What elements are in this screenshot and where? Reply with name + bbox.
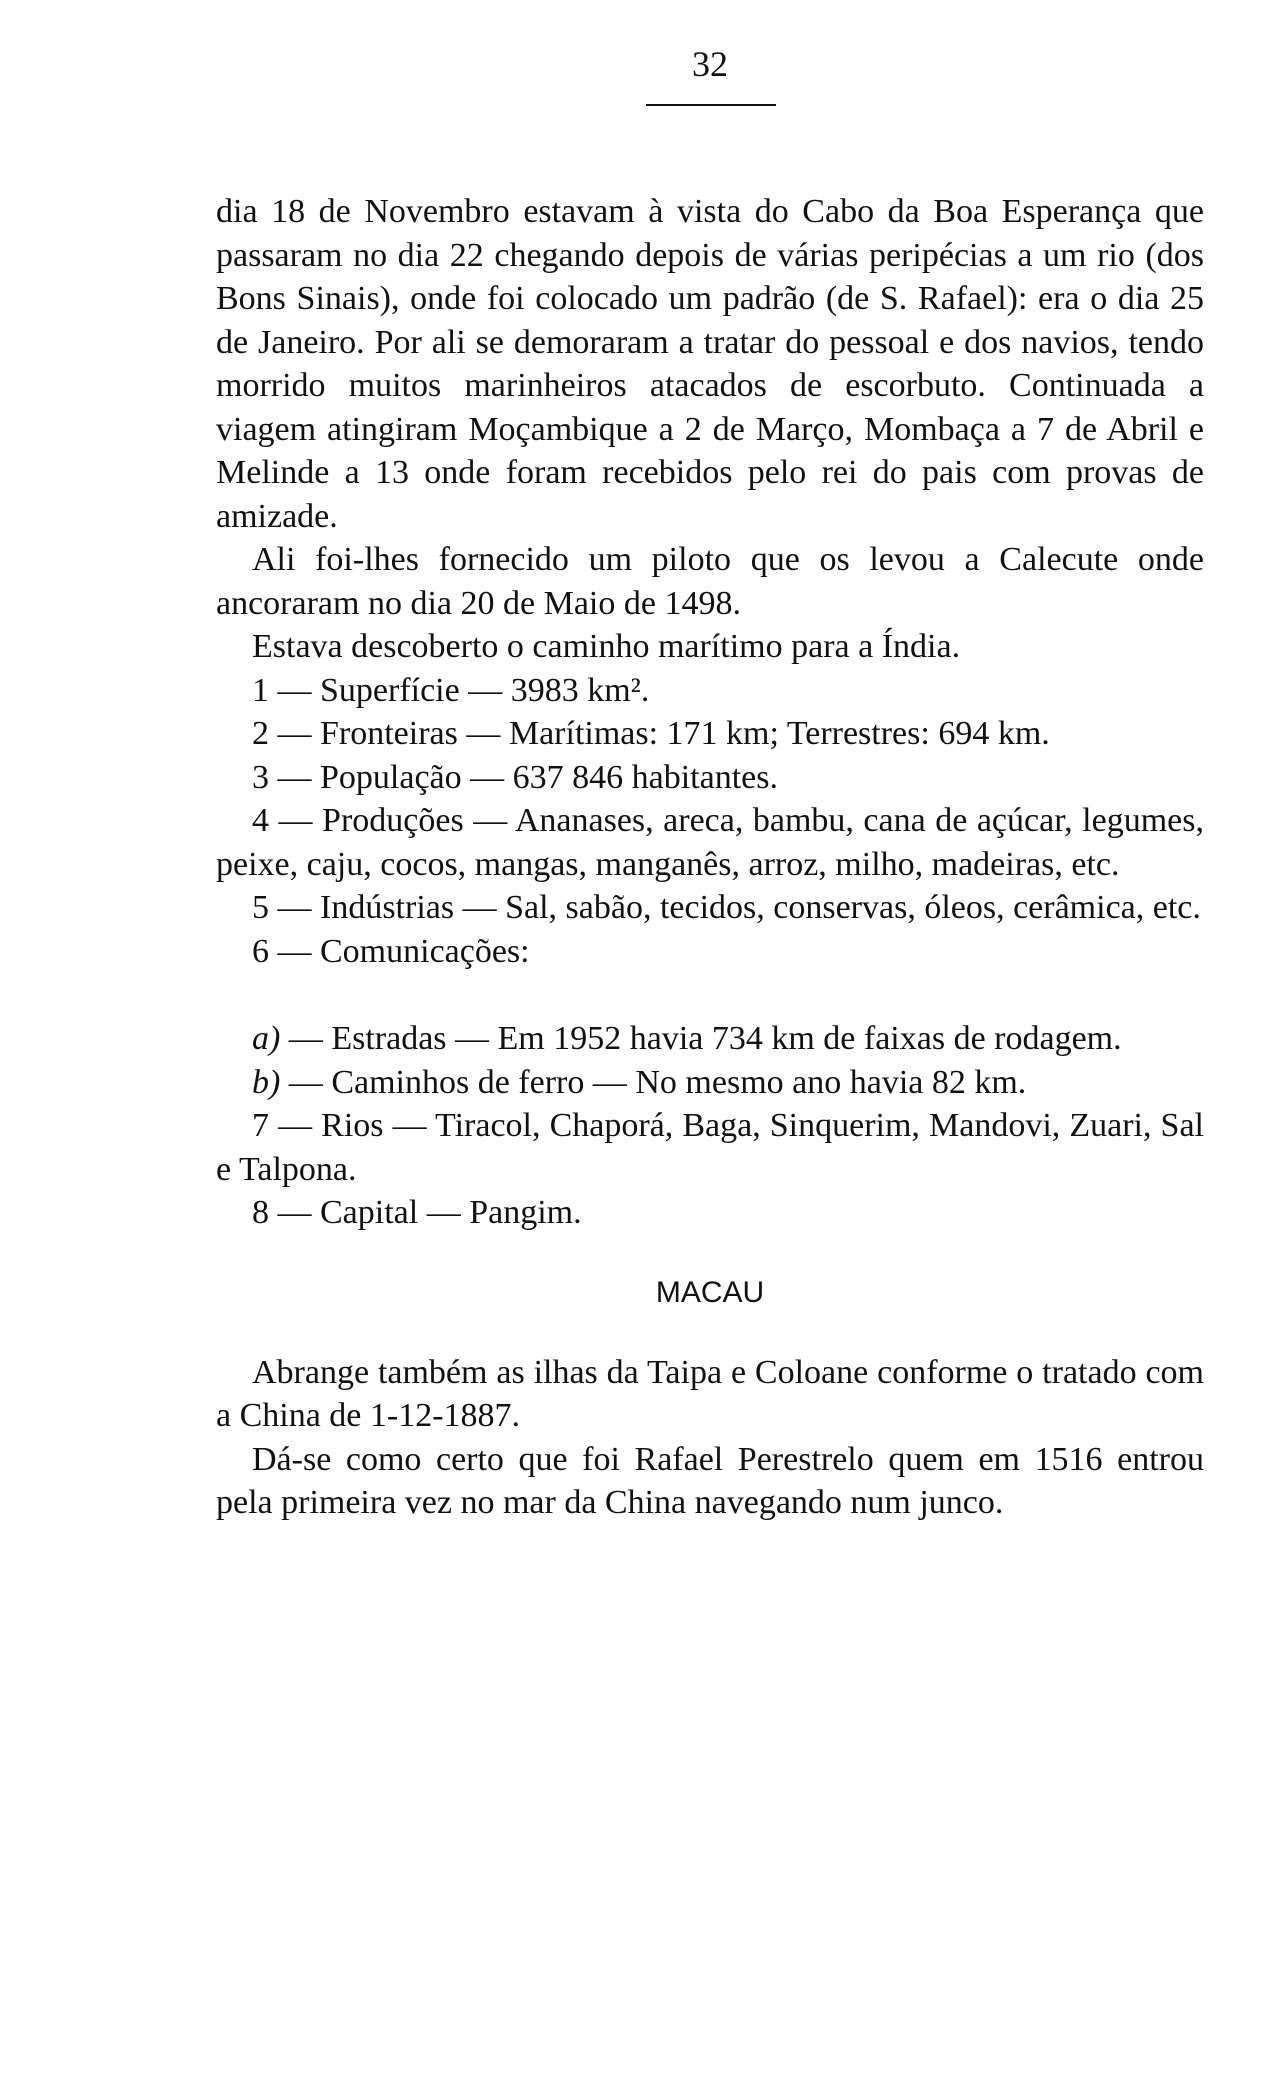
item-industrias: 5 — Indústrias — Sal, sabão, tecidos, conservas, óleos, cerâmica, etc. (252, 889, 1201, 926)
item-capital: 8 — Capital — Pangim. (252, 1194, 582, 1231)
paragraph-india: Estava descoberto o caminho marítimo para a Índia. (252, 628, 961, 665)
item-caminhos-de-ferro (216, 1061, 1204, 1105)
paragraph-macau-ilhas: Abrange também as ilhas da Taipa e Coloane conforme o tratado com a China de 1-12-1887. (216, 1353, 1204, 1434)
item-estradas (216, 1017, 1204, 1061)
page-number: 32 (692, 44, 728, 84)
item-comunicacoes: 6 — Comunicações: (252, 932, 530, 970)
item-estradas-label: a) (252, 1020, 281, 1057)
paragraph-macau-perestrelo: Dá-se como certo que foi Rafael Perestrelo quem em 1516 entrou pela primeira vez no mar da China navegando num junco. (216, 1440, 1204, 1521)
item-producoes: 4 — Produções — Ananases, areca, bambu, cana de açúcar, legumes, peixe, caju, cocos, mangas, manganês, arroz, milho, madeiras, etc. (216, 802, 1204, 883)
paragraph-calecute: Ali foi-lhes fornecido um piloto que os levou a Calecute onde ancoraram no dia 20 de Maio de 1498. (216, 541, 1204, 622)
spacer (216, 973, 1204, 1017)
item-rios: 7 — Rios — Tiracol, Chaporá, Baga, Sinquerim, Mandovi, Zuari, Sal e Talpona. (216, 1107, 1204, 1188)
item-fronteiras: 2 — Fronteiras — Marítimas: 171 km; Terrestres: 694 km. (252, 715, 1050, 752)
section-heading-macau: MACAU (655, 1275, 765, 1309)
paragraph-voyage: dia 18 de Novembro estavam à vista do Cabo da Boa Esperança que passaram no dia 22 chegando depois de várias peripécias a um rio (dos Bons Sinais), onde foi colocado um padrão (de S. Rafael): era o dia 25 de Janeiro. Por ali se demoraram a tratar do pessoal e dos navios, tendo morrido muitos marinheiros atacados de escorbuto. Continuada a viagem atingiram Moçambique a 2 de Março, Mombaça a 7 de Abril e Melinde a 13 onde foram recebidos pelo rei do pais com provas de amizade. (216, 193, 1204, 535)
item-caminhos-text: — Caminhos de ferro — No mesmo ano havia 82 km. (280, 1063, 1027, 1101)
item-superficie: 1 — Superfície — 3983 km². (252, 671, 650, 709)
page-number-rule (646, 104, 776, 106)
item-caminhos-label: b) (252, 1063, 281, 1101)
item-estradas-text: — Estradas — Em 1952 havia 734 km de faixas de rodagem. (280, 1020, 1122, 1057)
item-populacao: 3 — População — 637 846 habitantes. (252, 758, 778, 796)
body-text (216, 190, 1204, 1525)
